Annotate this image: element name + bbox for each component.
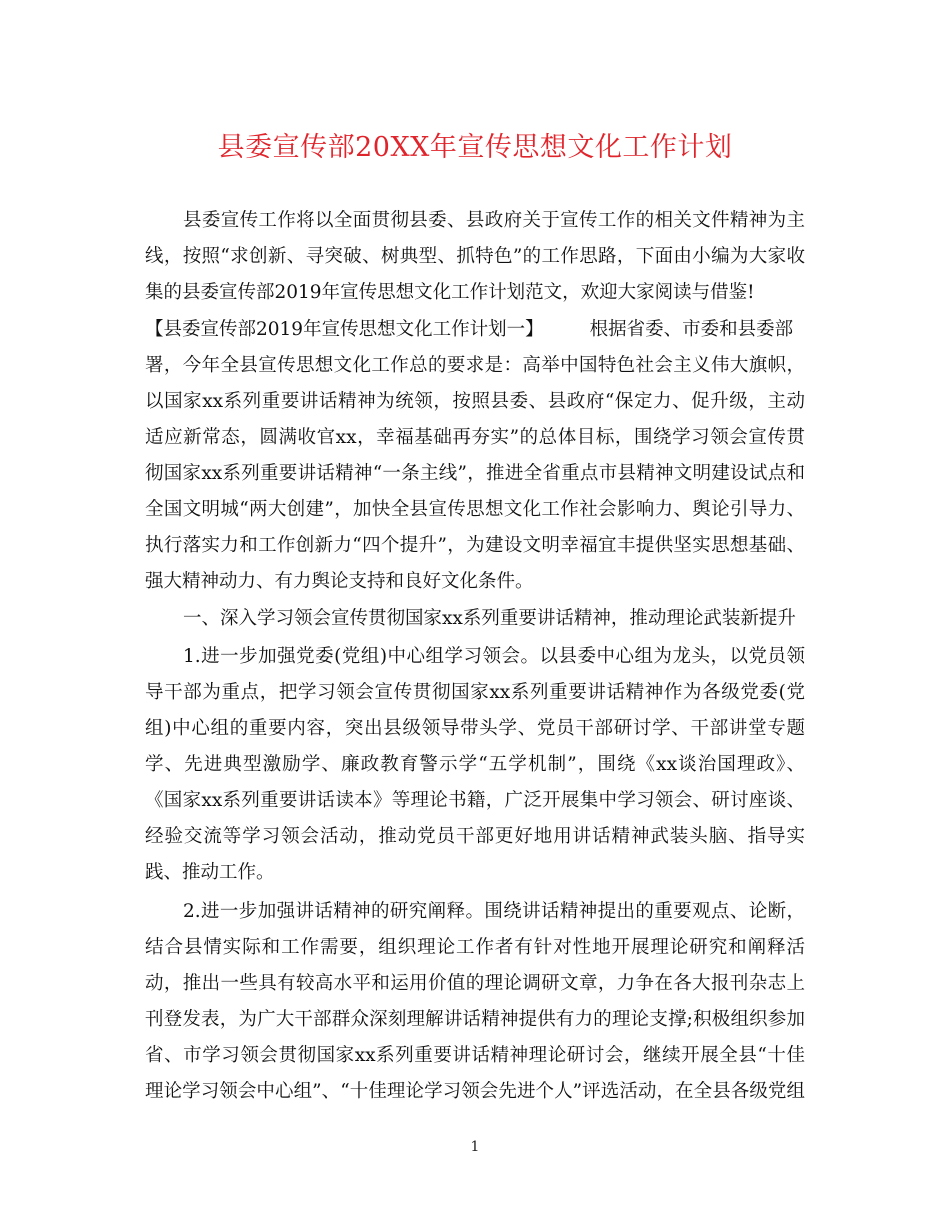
- item2-line: 省、市学习领会贯彻国家xx系列重要讲话精神理论研讨会，继续开展全县“十佳: [145, 1045, 805, 1066]
- item1-line: 学、先进典型激励学、廉政教育警示学“五学机制”，围绕《xx谈治国理政》、: [145, 754, 805, 775]
- section-heading: 【县委宣传部2019年宣传思想文化工作计划一】: [145, 319, 544, 340]
- item2-line: 刊登发表，为广大干部群众深刻理解讲话精神提供有力的理论支撑;积极组织参加: [145, 1009, 805, 1030]
- part-one-heading: 一、深入学习领会宣传贯彻国家xx系列重要讲话精神，推动理论武装新提升: [183, 608, 796, 629]
- body-line: 全国文明城“两大创建”，加快全县宣传思想文化工作社会影响力、舆论引导力、: [145, 499, 805, 520]
- intro-line: 线，按照“求创新、寻突破、树典型、抓特色”的工作思路，下面由小编为大家收: [145, 246, 805, 267]
- item1-line: 经验交流等学习领会活动，推动党员干部更好地用讲话精神武装头脑、指导实: [145, 826, 805, 847]
- item2-line: 2.进一步加强讲话精神的研究阐释。围绕讲话精神提出的重要观点、论断，: [183, 901, 805, 922]
- item2-line: 结合县情实际和工作需要，组织理论工作者有针对性地开展理论研究和阐释活: [145, 937, 805, 958]
- body-line: 署，今年全县宣传思想文化工作总的要求是：高举中国特色社会主义伟大旗帜，: [145, 355, 805, 376]
- item1-line: 践、推动工作。: [145, 862, 275, 883]
- item2-line: 动，推出一些具有较高水平和运用价值的理论调研文章，力争在各大报刊杂志上: [145, 973, 805, 994]
- page-number: 1: [470, 1139, 480, 1155]
- body-line: 适应新常态，圆满收官xx，幸福基础再夯实”的总体目标，围绕学习领会宣传贯: [145, 427, 805, 448]
- item1-line: 1.进一步加强党委(党组)中心组学习领会。以县委中心组为龙头，以党员领: [183, 646, 805, 667]
- document-title: 县委宣传部20XX年宣传思想文化工作计划: [217, 132, 733, 163]
- section-heading-line: [145, 318, 805, 342]
- intro-line: 集的县委宣传部2019年宣传思想文化工作计划范文，欢迎大家阅读与借鉴!: [145, 282, 755, 303]
- item1-line: 《国家xx系列重要讲话读本》等理论书籍，广泛开展集中学习领会、研讨座谈、: [145, 790, 805, 811]
- body-line: 彻国家xx系列重要讲话精神“一条主线”，推进全省重点市县精神文明建设试点和: [145, 463, 805, 484]
- intro-line: 县委宣传工作将以全面贯彻县委、县政府关于宣传工作的相关文件精神为主: [183, 210, 805, 231]
- item2-line: 理论学习领会中心组”、“十佳理论学习领会先进个人”评选活动，在全县各级党组: [145, 1081, 805, 1102]
- body-line: 以国家xx系列重要讲话精神为统领，按照县委、县政府“保定力、促升级，主动: [145, 391, 805, 412]
- body-line: 强大精神动力、有力舆论支持和良好文化条件。: [145, 571, 534, 592]
- item1-line: 组)中心组的重要内容，突出县级领导带头学、党员干部研讨学、干部讲堂专题: [145, 718, 805, 739]
- body-line: 执行落实力和工作创新力“四个提升”，为建设文明幸福宜丰提供坚实思想基础、: [145, 535, 805, 556]
- section-heading-tail: 根据省委、市委和县委部: [589, 319, 794, 340]
- item1-line: 导干部为重点，把学习领会宣传贯彻国家xx系列重要讲话精神作为各级党委(党: [145, 682, 805, 703]
